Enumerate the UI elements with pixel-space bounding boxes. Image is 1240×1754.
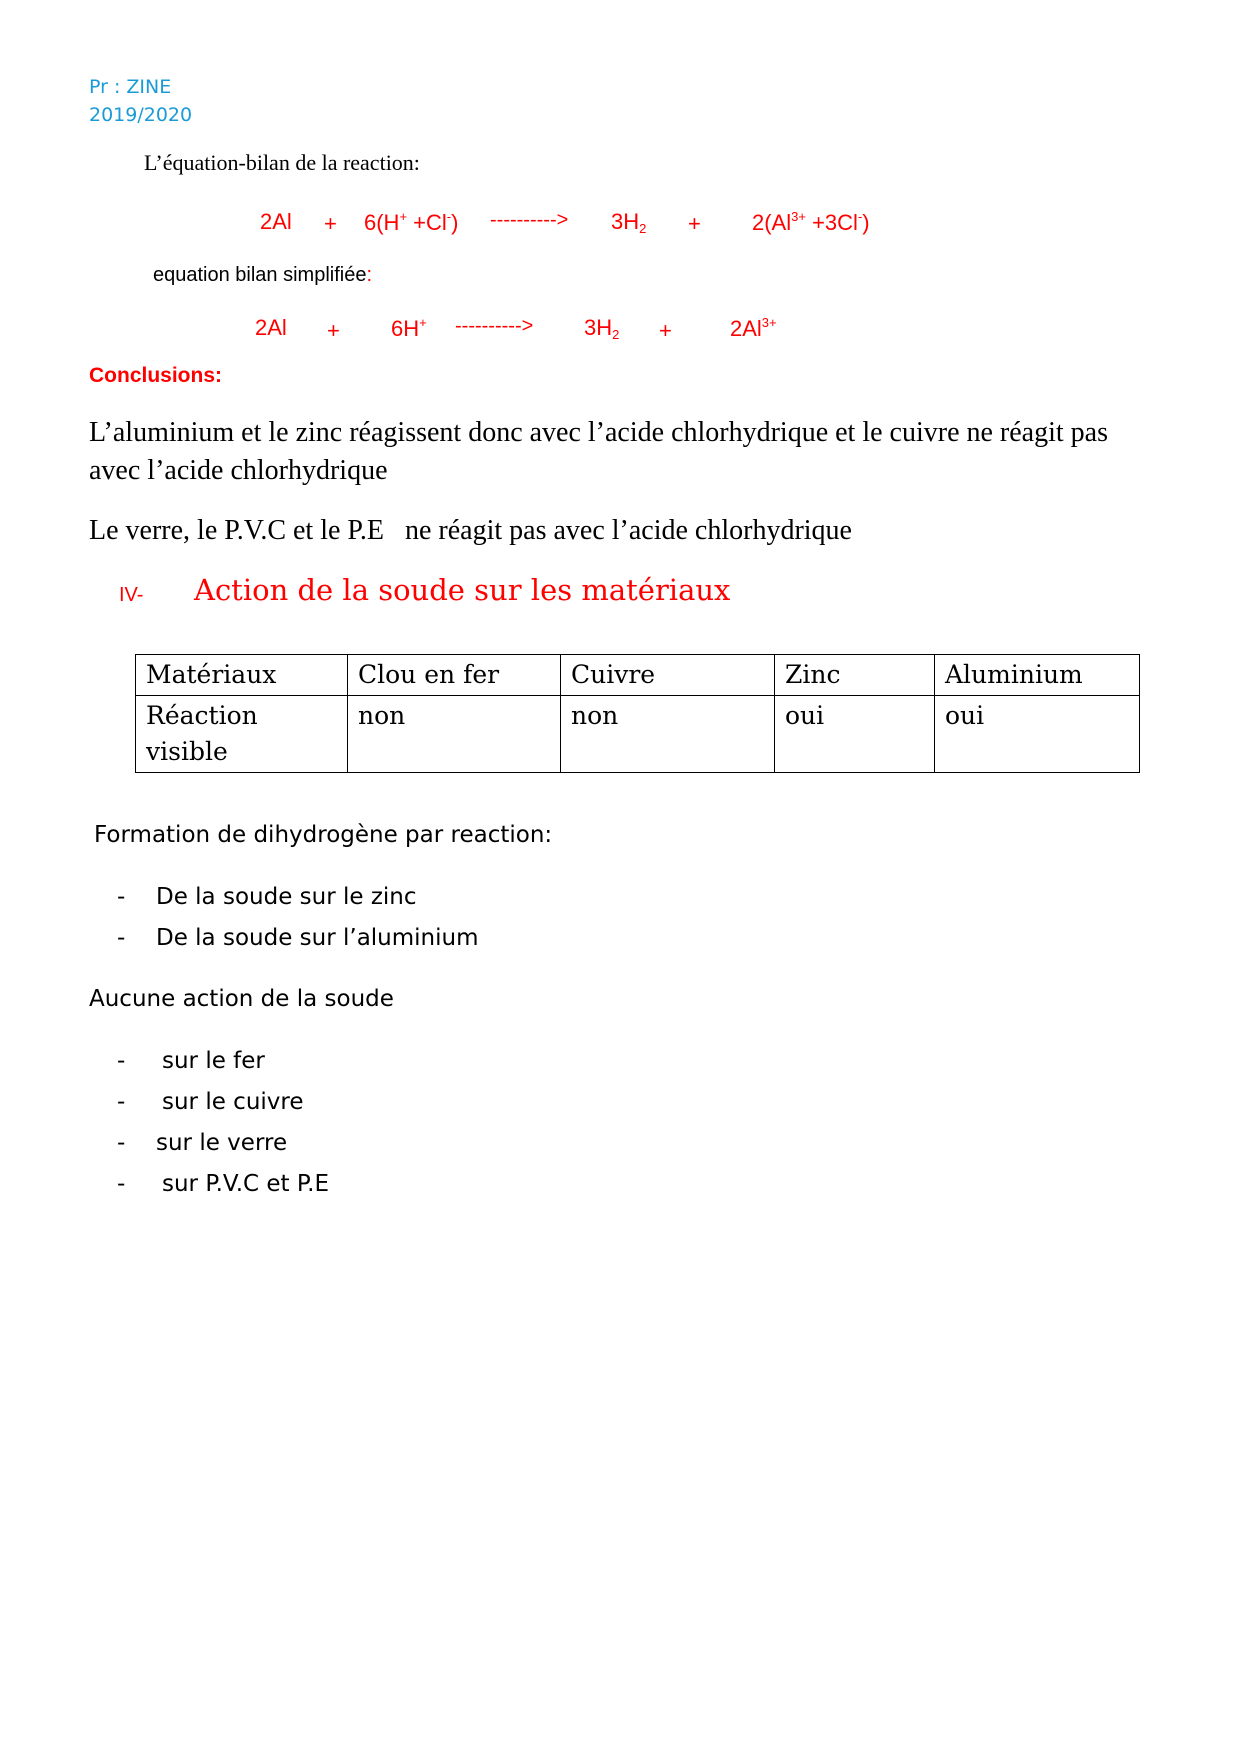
list-item: De la soude sur l’aluminium [156, 925, 479, 951]
bullet-dash: - [117, 1171, 126, 1197]
eq1-term-3h2: $3H_2$ [611, 209, 647, 236]
bullet-dash: - [117, 1089, 126, 1115]
formation-title: Formation de dihydrogène par reaction: [94, 822, 553, 848]
table-row [136, 696, 1140, 773]
eq1-term-alcl3: $2(Al^{3+} +3Cl^-)$ [752, 209, 870, 235]
aucune-title: Aucune action de la soude [89, 986, 394, 1012]
list-item: sur le fer [162, 1048, 265, 1074]
materials-table [135, 654, 1140, 773]
conclusion-line-2: avec l’acide chlorhydrique [89, 455, 388, 486]
bullet-dash: - [117, 1048, 126, 1074]
bullet-dash: - [117, 1130, 126, 1156]
eq1-term-hcl: 6(H+ +Cl-) [364, 209, 459, 235]
conclusions-title: Conclusions: [89, 364, 223, 387]
list-item: sur le verre [156, 1130, 288, 1156]
table-row-label: Réaction visible [136, 696, 348, 773]
conclusion-line-1: L’aluminium et le zinc réagissent donc avec l’acide chlorhydrique et le cuivre ne réagit pas [89, 417, 1108, 448]
eq2-term-2al3: $2Al^{3+}$ [730, 315, 777, 341]
list-item: sur le cuivre [162, 1089, 304, 1115]
section-number: IV- [119, 584, 144, 606]
eq1-plus-1: + [324, 211, 337, 236]
equation-bilan-label: L’équation-bilan de la reaction: [144, 150, 420, 175]
table-header-row [136, 655, 1140, 696]
author-label: Pr : ZINE [89, 76, 172, 98]
eq2-term-6h: 6H+ [391, 315, 427, 341]
equation-simplifiee-label: equation bilan simplifiée: [153, 264, 373, 286]
table-cell: oui [935, 696, 1140, 773]
eq2-arrow: ----------> [455, 315, 534, 337]
eq2-term-2al: 2Al [255, 315, 287, 340]
eq1-term-2al: 2Al [260, 209, 292, 234]
list-item: sur P.V.C et P.E [162, 1171, 329, 1197]
bullet-dash: - [117, 884, 126, 910]
table-header-cell: Cuivre [561, 655, 775, 696]
eq1-arrow: ----------> [490, 209, 569, 231]
table-cell: oui [775, 696, 935, 773]
eq2-term-3h2: $3H_2$ [584, 315, 620, 342]
section-title: Action de la soude sur les matériaux [194, 573, 731, 607]
year-label: 2019/2020 [89, 104, 193, 126]
conclusion-line-3: Le verre, le P.V.C et le P.E ne réagit pas avec l’acide chlorhydrique [89, 515, 852, 546]
table-cell: non [561, 696, 775, 773]
eq2-plus-1: + [327, 318, 340, 343]
table-cell: non [348, 696, 561, 773]
eq2-plus-2: + [659, 318, 672, 343]
bullet-dash: - [117, 925, 126, 951]
table-header-cell: Matériaux [136, 655, 348, 696]
table-header-cell: Clou en fer [348, 655, 561, 696]
table-header-cell: Aluminium [935, 655, 1140, 696]
list-item: De la soude sur le zinc [156, 884, 417, 910]
eq1-plus-2: + [688, 211, 701, 236]
table-header-cell: Zinc [775, 655, 935, 696]
